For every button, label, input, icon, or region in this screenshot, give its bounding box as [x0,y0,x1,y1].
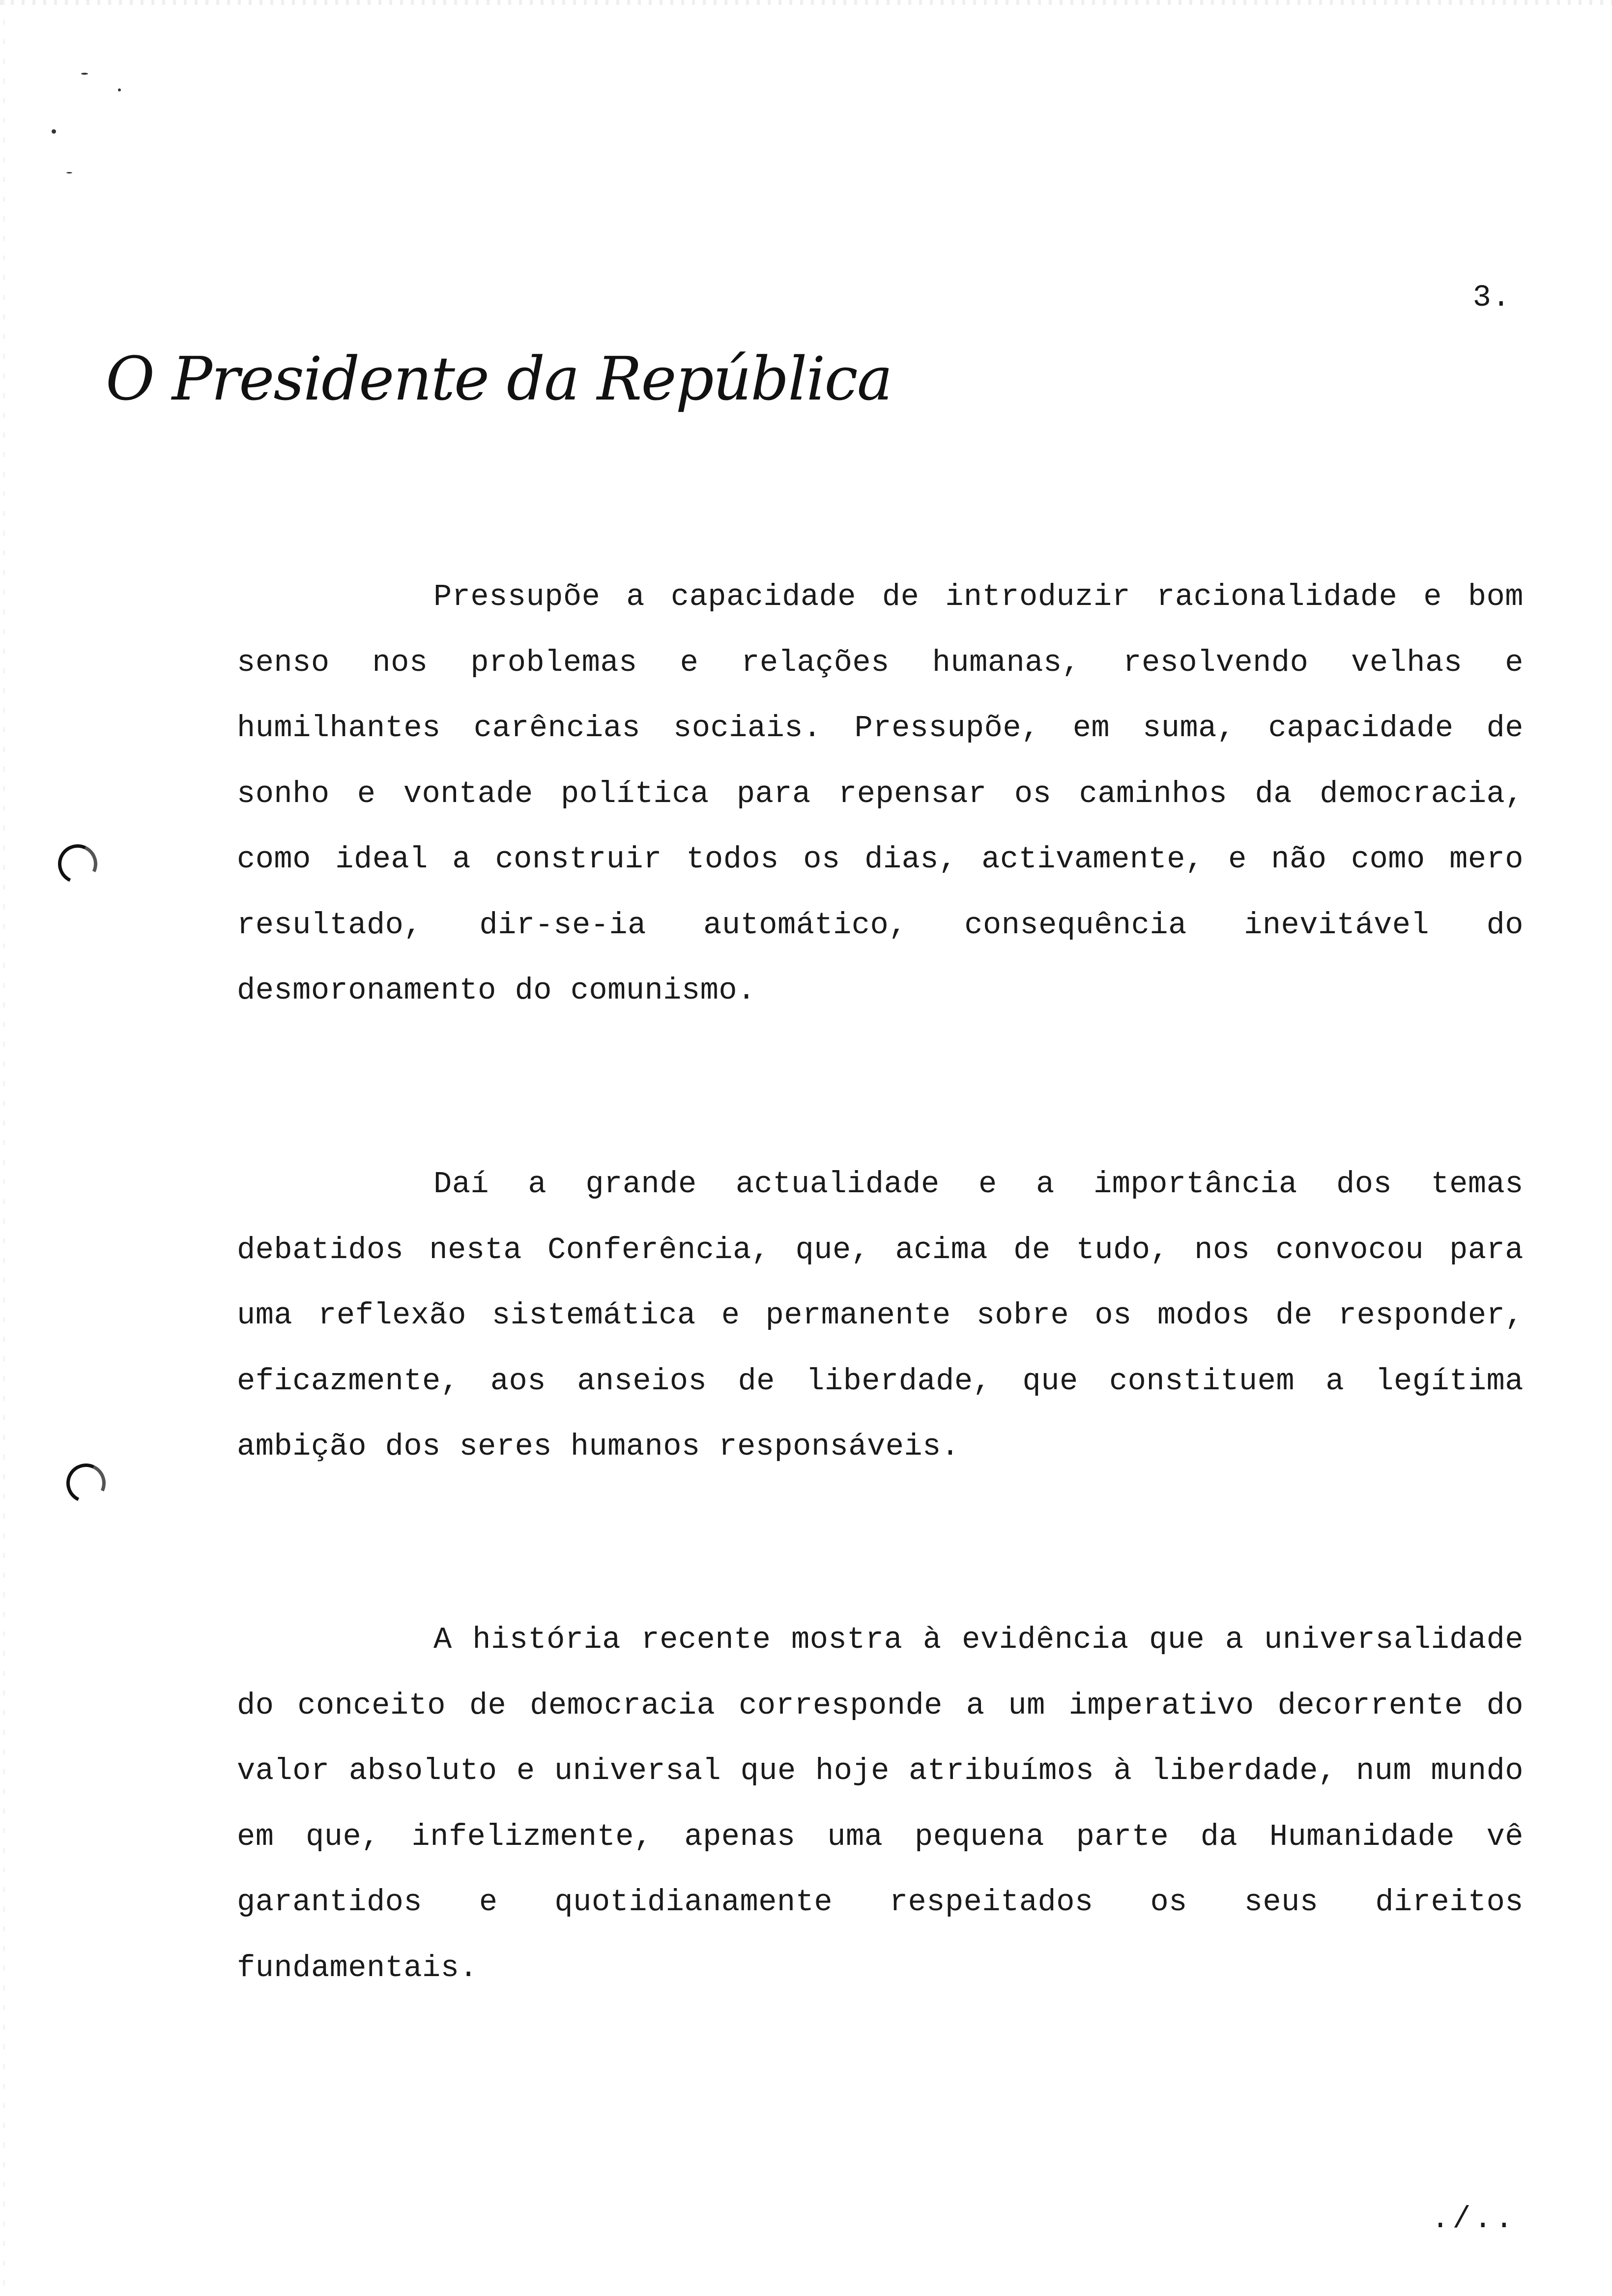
paragraph-text: Daí a grande actualidade e a importância dos temas debatidos nesta Conferência, que, acima de tudo, nos convocou para uma reflexão sistemática e permanente sobre os modos de responder, eficazmente, aos anseios de liberdade, que constituem a legítima ambição dos seres humanos responsáveis. [237,1167,1524,1464]
paragraph-2 [237,1151,1524,1480]
scan-left-edge [3,0,5,2296]
punch-hole [61,1458,112,1509]
scan-speck [52,129,56,134]
paragraph-text: A história recente mostra à evidência que a universalidade do conceito de democracia corresponde a um imperativo decorrente do valor absoluto e universal que hoje atribuímos à liberdade, num mundo em que, infelizmente, apenas uma pequena parte da Humanidade vê garantidos e quotidianamente respeitados os seus direitos fundamentais. [237,1622,1524,1985]
scan-speck [81,73,88,75]
page-number: 3. [1472,280,1511,315]
scan-top-edge [0,0,1612,5]
paragraph-3 [237,1607,1524,2001]
continuation-mark: ./.. [1431,2202,1516,2237]
scan-speck [66,172,72,173]
paragraph-1 [237,564,1524,1024]
letterhead-title: O Presidente da República [106,344,892,414]
paragraph-text: Pressupõe a capacidade de introduzir racionalidade e bom senso nos problemas e relações humanas, resolvendo velhas e humilhantes carências sociais. Pressupõe, em suma, capacidade de sonho e vontade política para repensar os caminhos da democracia, como ideal a construir todos os dias, activamente, e não como mero resultado, dir-se-ia automático, consequência inevitável do desmoronamento do comunismo. [237,579,1524,1008]
punch-hole [53,839,103,890]
scan-speck [118,88,121,91]
